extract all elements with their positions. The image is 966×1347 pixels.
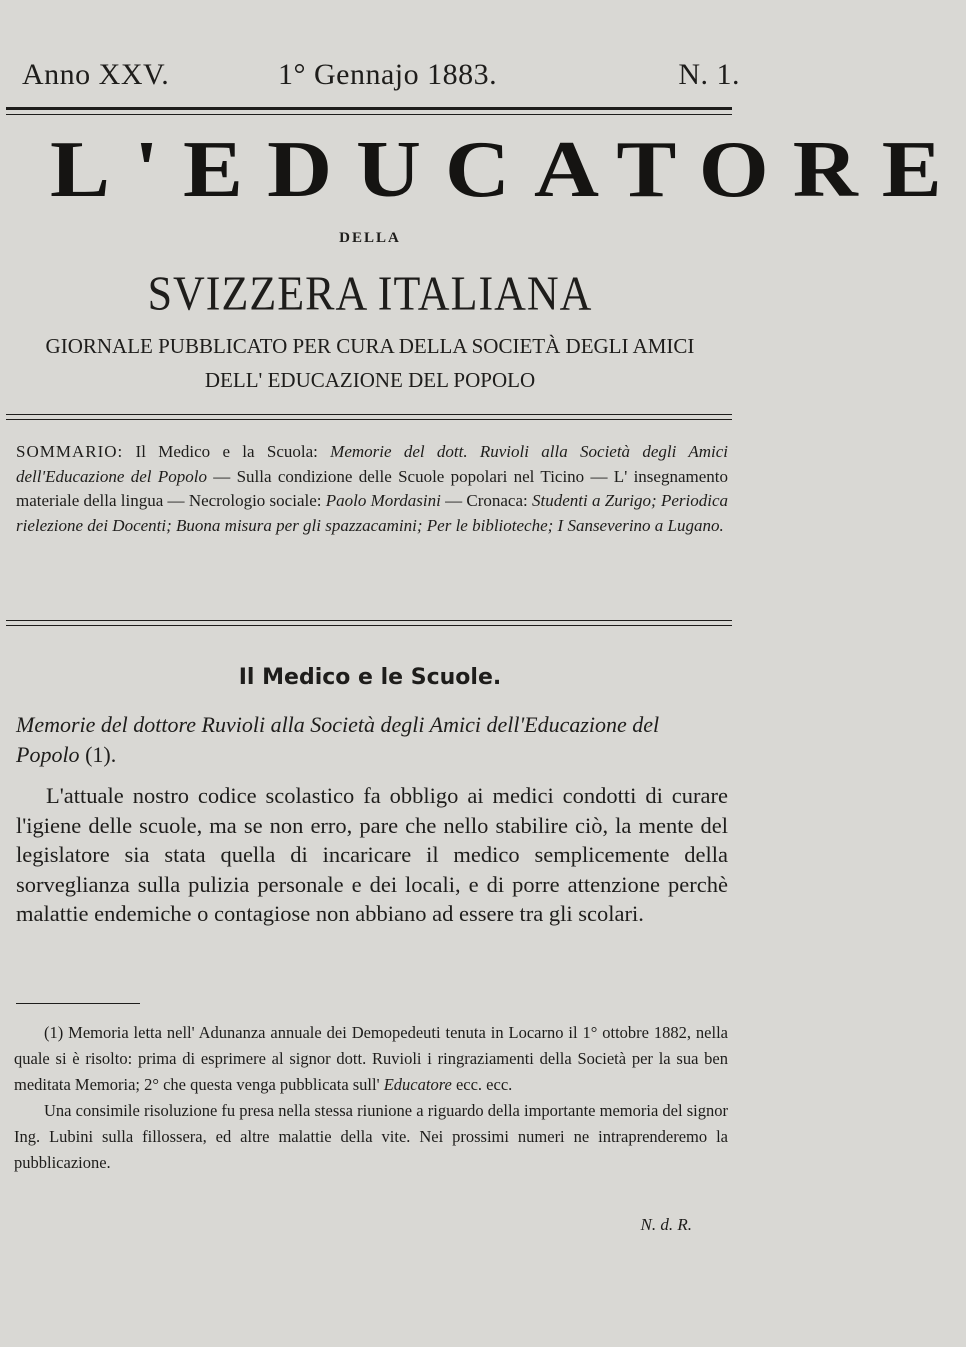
article-body: [16, 781, 728, 929]
footnote-text: (1) Memoria letta nell' Adunanza annuale dei Demopedeuti tenuta in Locarno il 1° ottobre 1882, nella quale si è risolto: prima di esprimere al signor dott. Ruvioli i ringraziamenti della Società per la sua ben meditata Memoria; 2° che questa venga pubblicata sull': [14, 1023, 728, 1094]
footnote-paragraph-1: [14, 1020, 728, 1098]
header-rule-thin: [6, 114, 732, 115]
sommario-summary: [16, 440, 728, 538]
issue-header: [22, 58, 740, 98]
footnote-rule: [16, 1003, 140, 1004]
editorial-signature: N. d. R.: [640, 1215, 692, 1234]
article-subhead-text: Memorie del dottore Ruvioli alla Società degli Amici dell'Educazione del Popolo: [16, 712, 660, 767]
sommario-italic: Studenti a Zurigo; Periodica rielezione dei Docenti; Buona misura per gli spazzacamini; Per le biblioteche; I Sanseverino a Lugano.: [16, 491, 728, 535]
issue-year: Anno XXV.: [22, 58, 170, 91]
footnote-text: ecc. ecc.: [451, 1075, 513, 1094]
sommario-rule-top: [6, 414, 732, 415]
header-rule: [6, 107, 732, 110]
masthead-subtitle: SVIZZERA ITALIANA: [147, 266, 593, 321]
article-paragraph: L'attuale nostro codice scolastico fa obbligo ai medici condotti di curare l'igiene delle scuole, ma se non erro, pare che nello stabilire ciò, la mente del legislatore sia stata quella di incaricare il medico semplicemente della sorveglianza sulla pulizia personale e dei locali, e di porre attenzione perchè malattie endemiche o contagiose non abbiano ad essere tra gli scolari.: [16, 783, 728, 926]
journal-description-line-2: DELL' EDUCAZIONE DEL POPOLO: [204, 368, 536, 392]
sommario-text: — Cronaca:: [440, 491, 532, 510]
footnote: [14, 1020, 728, 1176]
masthead-title: L'EDUCATORE: [50, 125, 966, 215]
sommario-label: SOMMARIO:: [16, 442, 124, 461]
footnote-italic: Educatore: [383, 1075, 452, 1094]
article-title: Il Medico e le Scuole.: [238, 665, 502, 690]
sommario-italic: Memorie del dott. Ruvioli alla Società degli Amici dell'Educazione del Popolo: [16, 442, 728, 486]
issue-date: 1° Gennajo 1883.: [278, 58, 498, 91]
article-subhead: [16, 710, 728, 770]
footnote-reference: (1).: [79, 742, 117, 767]
masthead-della: DELLA: [339, 230, 401, 246]
sommario-rule-bottom: [6, 620, 732, 621]
sommario-rule-top-2: [6, 419, 732, 420]
sommario-text: — Sulla condizione delle Scuole popolari nel Ticino — L' insegnamento materiale della lingua — Necrologio sociale:: [16, 466, 728, 510]
sommario-rule-bottom-2: [6, 625, 732, 626]
footnote-paragraph-2: Una consimile risoluzione fu presa nella stessa riunione a riguardo della importante memoria del signor Ing. Lubini sulla fillossera, ed altre malattie della vite. Nei prossimi numeri ne intraprenderemo la pubblicazione.: [14, 1101, 728, 1172]
sommario-text: Il Medico e la Scuola:: [123, 442, 331, 461]
issue-number: N. 1.: [678, 58, 740, 91]
sommario-italic: Paolo Mordasini: [325, 491, 441, 510]
journal-description-line-1: GIORNALE PUBBLICATO PER CURA DELLA SOCIETÀ DEGLI AMICI: [45, 334, 695, 358]
